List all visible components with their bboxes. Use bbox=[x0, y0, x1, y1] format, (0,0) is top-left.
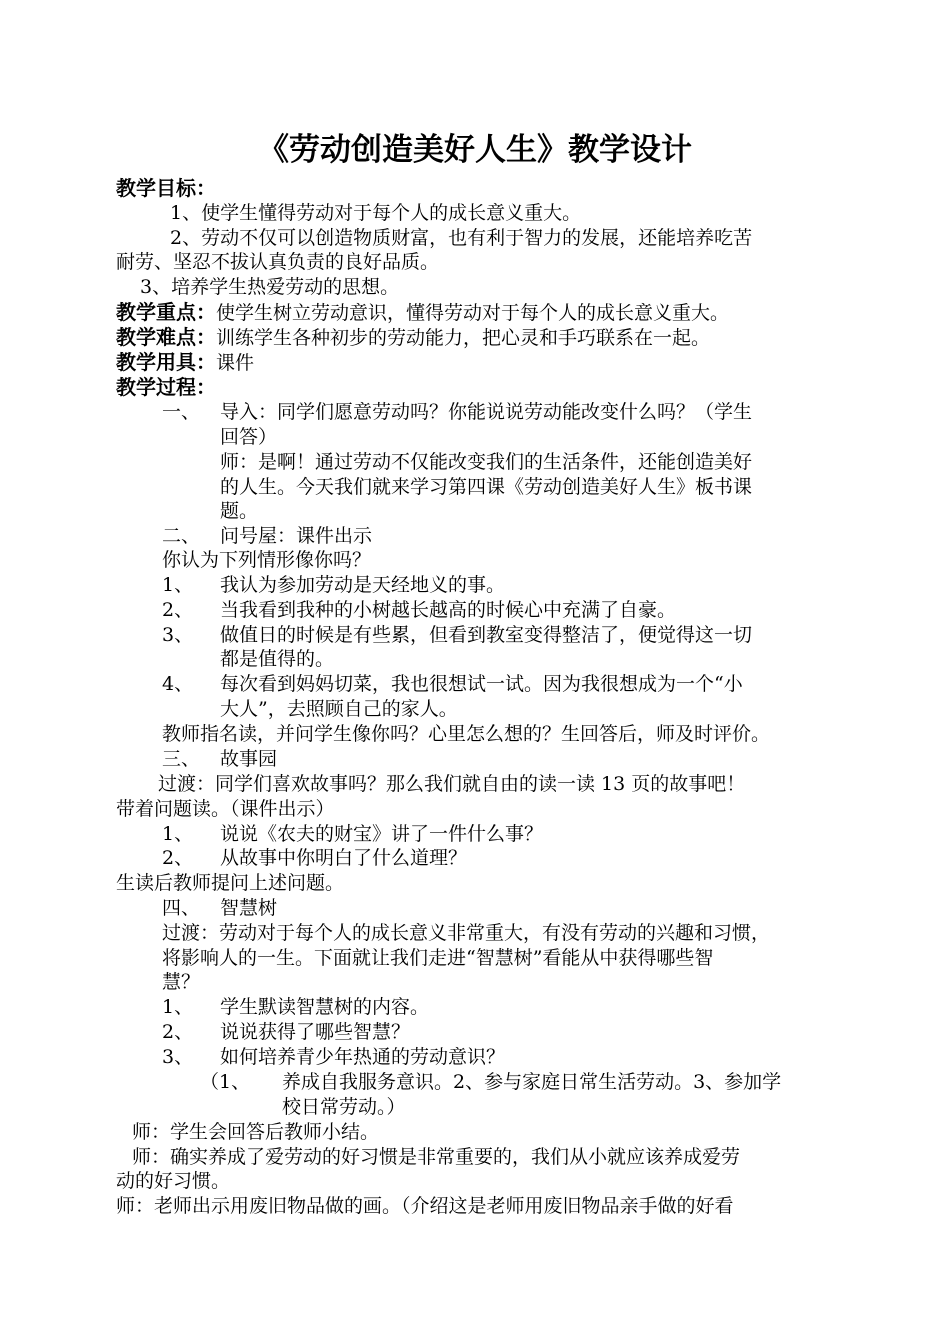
teacher-note-2-line-2: 动的好习惯。 bbox=[116, 1170, 231, 1192]
s4-sub-line-1: 养成自我服务意识。2、参与家庭日常生活劳动。3、参加学 bbox=[282, 1071, 782, 1093]
teacher-note-1: 师：学生会回答后教师小结。 bbox=[132, 1121, 380, 1143]
document-title: 《劳动创造美好人生》教学设计 bbox=[258, 132, 692, 168]
s4-item-1-number: 1、 bbox=[162, 996, 194, 1018]
s2-item-2-text: 当我看到我种的小树越长越高的时候心中充满了自豪。 bbox=[220, 599, 677, 621]
section-4-label: 智慧树 bbox=[220, 897, 278, 919]
tools-row bbox=[116, 350, 254, 376]
section-4-transition-1: 过渡：劳动对于每个人的成长意义非常重大，有没有劳动的兴趣和习惯， bbox=[162, 922, 771, 944]
section-1-line-5: 题。 bbox=[220, 500, 259, 522]
difficulty-label: 教学难点： bbox=[116, 325, 216, 349]
s2-item-4-number: 4、 bbox=[162, 673, 194, 695]
process-heading: 教学过程： bbox=[116, 375, 216, 399]
goals-heading: 教学目标： bbox=[116, 176, 216, 200]
section-1-line-2: 回答） bbox=[220, 426, 278, 448]
section-1-line-3: 师：是啊！通过劳动不仅能改变我们的生活条件，还能创造美好 bbox=[220, 451, 753, 473]
section-2-number: 二、 bbox=[162, 525, 201, 547]
s4-item-3-number: 3、 bbox=[162, 1046, 194, 1068]
tools-label: 教学用具： bbox=[116, 350, 216, 374]
key-point-row bbox=[116, 300, 729, 326]
teacher-note-2-line-1: 师：确实养成了爱劳动的好习惯是非常重要的，我们从小就应该养成爱劳 bbox=[132, 1146, 741, 1168]
section-2-question: 你认为下列情形像你吗？ bbox=[162, 549, 372, 571]
s4-item-2-number: 2、 bbox=[162, 1021, 194, 1043]
section-4-transition-3: 慧？ bbox=[162, 971, 201, 993]
s4-item-1-text: 学生默读智慧树的内容。 bbox=[220, 996, 430, 1018]
section-3-number: 三、 bbox=[162, 748, 201, 770]
difficulty-text: 训练学生各种初步的劳动能力，把心灵和手巧联系在一起。 bbox=[216, 327, 711, 349]
teacher-note-3: 师：老师出示用废旧物品做的画。（介绍这是老师用废旧物品亲手做的好看 bbox=[116, 1195, 734, 1217]
s2-item-3-line-1: 做值日的时候是有些累，但看到教室变得整洁了，便觉得这一切 bbox=[220, 624, 753, 646]
difficulty-row bbox=[116, 325, 710, 351]
section-4-number: 四、 bbox=[162, 897, 201, 919]
s4-sub-number: （1、 bbox=[200, 1071, 251, 1093]
s4-item-3-text: 如何培养青少年热通的劳动意识？ bbox=[220, 1046, 506, 1068]
goal-2-line-2: 耐劳、坚忍不拔认真负责的良好品质。 bbox=[116, 251, 440, 273]
section-3-after: 生读后教师提问上述问题。 bbox=[116, 872, 345, 894]
s3-item-1-text: 说说《农夫的财宝》讲了一件什么事？ bbox=[220, 823, 544, 845]
s3-item-2-text: 从故事中你明白了什么道理？ bbox=[220, 847, 468, 869]
section-2-label: 问号屋：课件出示 bbox=[220, 525, 373, 547]
section-4-transition-2: 将影响人的一生。下面就让我们走进“智慧树”看能从中获得哪些智 bbox=[162, 947, 714, 969]
section-3-label: 故事园 bbox=[220, 748, 278, 770]
s2-item-3-number: 3、 bbox=[162, 624, 194, 646]
s3-item-1-number: 1、 bbox=[162, 823, 194, 845]
s2-item-1-text: 我认为参加劳动是天经地义的事。 bbox=[220, 574, 506, 596]
section-1-number: 一、 bbox=[162, 401, 201, 423]
section-1-line-1: 导入：同学们愿意劳动吗？你能说说劳动能改变什么吗？（学生 bbox=[220, 401, 753, 423]
key-point-text: 使学生树立劳动意识，懂得劳动对于每个人的成长意义重大。 bbox=[216, 302, 730, 324]
s4-sub-line-2: 校日常劳动。） bbox=[282, 1096, 406, 1118]
section-1-line-4: 的人生。今天我们就来学习第四课《劳动创造美好人生》板书课 bbox=[220, 476, 753, 498]
s4-item-2-text: 说说获得了哪些智慧？ bbox=[220, 1021, 411, 1043]
s2-item-4-line-1: 每次看到妈妈切菜，我也很想试一试。因为我很想成为一个“小 bbox=[220, 673, 743, 695]
s2-item-1-number: 1、 bbox=[162, 574, 194, 596]
s2-item-3-line-2: 都是值得的。 bbox=[220, 648, 335, 670]
key-point-label: 教学重点： bbox=[116, 300, 216, 324]
goal-2-line-1: 2、劳动不仅可以创造物质财富，也有利于智力的发展，还能培养吃苦 bbox=[170, 227, 753, 249]
goal-1: 1、使学生懂得劳动对于每个人的成长意义重大。 bbox=[170, 202, 582, 224]
section-3-transition-2: 带着问题读。（课件出示） bbox=[116, 798, 335, 820]
section-2-after: 教师指名读，并问学生像你吗？心里怎么想的？生回答后，师及时评价。 bbox=[162, 723, 771, 745]
s2-item-4-line-2: 大人”，去照顾自己的家人。 bbox=[220, 698, 458, 720]
s3-item-2-number: 2、 bbox=[162, 847, 194, 869]
goal-3: 3、培养学生热爱劳动的思想。 bbox=[140, 276, 400, 298]
tools-text: 课件 bbox=[216, 352, 255, 374]
section-3-transition-1: 过渡：同学们喜欢故事吗？那么我们就自由的读一读 13 页的故事吧！ bbox=[158, 773, 746, 795]
s2-item-2-number: 2、 bbox=[162, 599, 194, 621]
